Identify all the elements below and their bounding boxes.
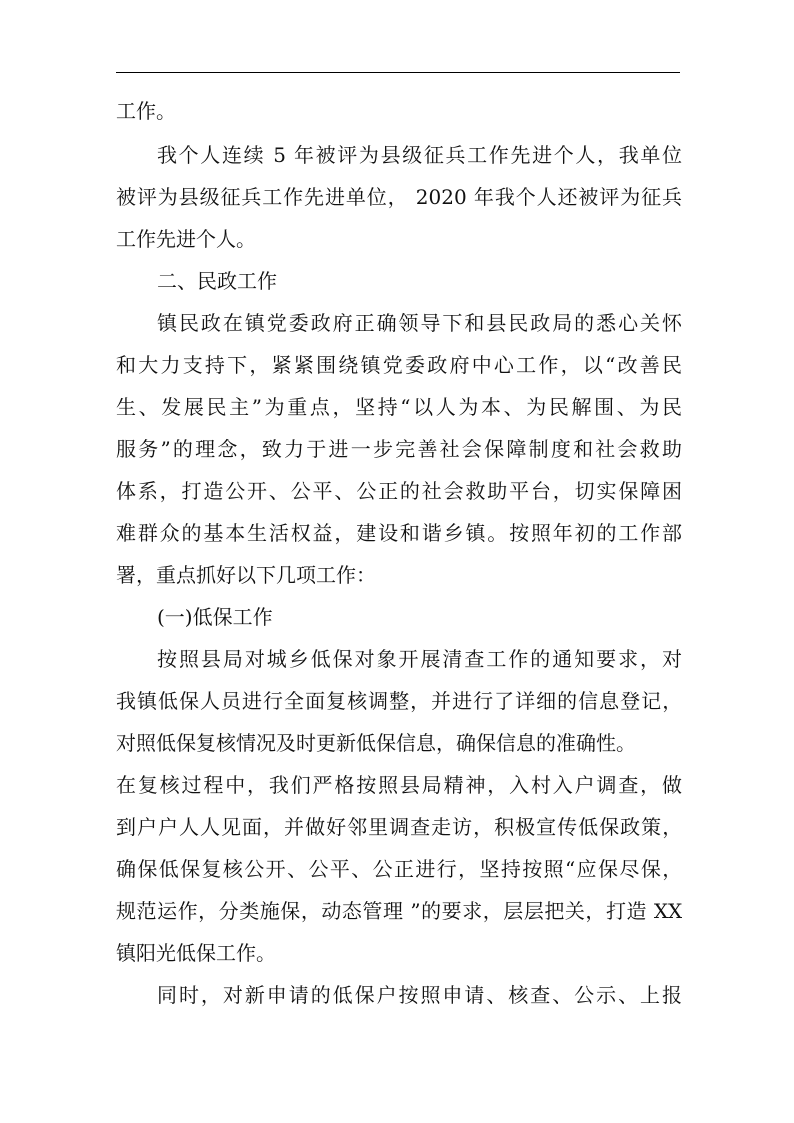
- paragraph-line: 在复核过程中，我们严格按照县局精神，入村入户调查，做: [116, 773, 682, 797]
- text-line: 工作。: [116, 99, 176, 123]
- header-rule: [116, 72, 680, 73]
- paragraph-line: 镇民政在镇党委政府正确领导下和县民政局的悉心关怀: [157, 311, 682, 335]
- paragraph-line: 到户户人人见面，并做好邻里调查走访，积极宣传低保政策，: [116, 815, 682, 839]
- paragraph-line: 和大力支持下，紧紧围绕镇党委政府中心工作，以“改善民: [116, 353, 682, 377]
- subsection-heading: (一)低保工作: [157, 605, 273, 629]
- paragraph-line: 署，重点抓好以下几项工作：: [116, 563, 376, 587]
- paragraph-line: 确保低保复核公开、公平、公正进行，坚持按照“应保尽保，: [116, 857, 682, 881]
- section-heading: 二、民政工作: [157, 269, 277, 293]
- paragraph-line: 工作先进个人。: [116, 227, 256, 251]
- paragraph-line: 体系，打造公开、公平、公正的社会救助平台，切实保障困: [116, 479, 682, 503]
- paragraph-line: 难群众的基本生活权益，建设和谐乡镇。按照年初的工作部: [116, 521, 682, 545]
- paragraph-line: 规范运作，分类施保，动态管理 ”的要求，层层把关，打造 XX: [116, 899, 682, 923]
- paragraph-line: 被评为县级征兵工作先进单位， 2020 年我个人还被评为征兵: [116, 185, 682, 209]
- paragraph-line: 对照低保复核情况及时更新低保信息，确保信息的准确性。: [116, 731, 636, 755]
- paragraph-line: 服务”的理念，致力于进一步完善社会保障制度和社会救助: [116, 437, 682, 461]
- paragraph-line: 按照县局对城乡低保对象开展清查工作的通知要求，对: [157, 647, 682, 671]
- paragraph-line: 我镇低保人员进行全面复核调整，并进行了详细的信息登记，: [116, 689, 682, 713]
- paragraph-line: 我个人连续 5 年被评为县级征兵工作先进个人，我单位: [157, 143, 682, 167]
- paragraph-line: 生、发展民主”为重点，坚持“以人为本、为民解围、为民: [116, 395, 682, 419]
- paragraph-line: 同时，对新申请的低保户按照申请、核查、公示、上报: [157, 983, 682, 1007]
- paragraph-line: 镇阳光低保工作。: [116, 941, 276, 965]
